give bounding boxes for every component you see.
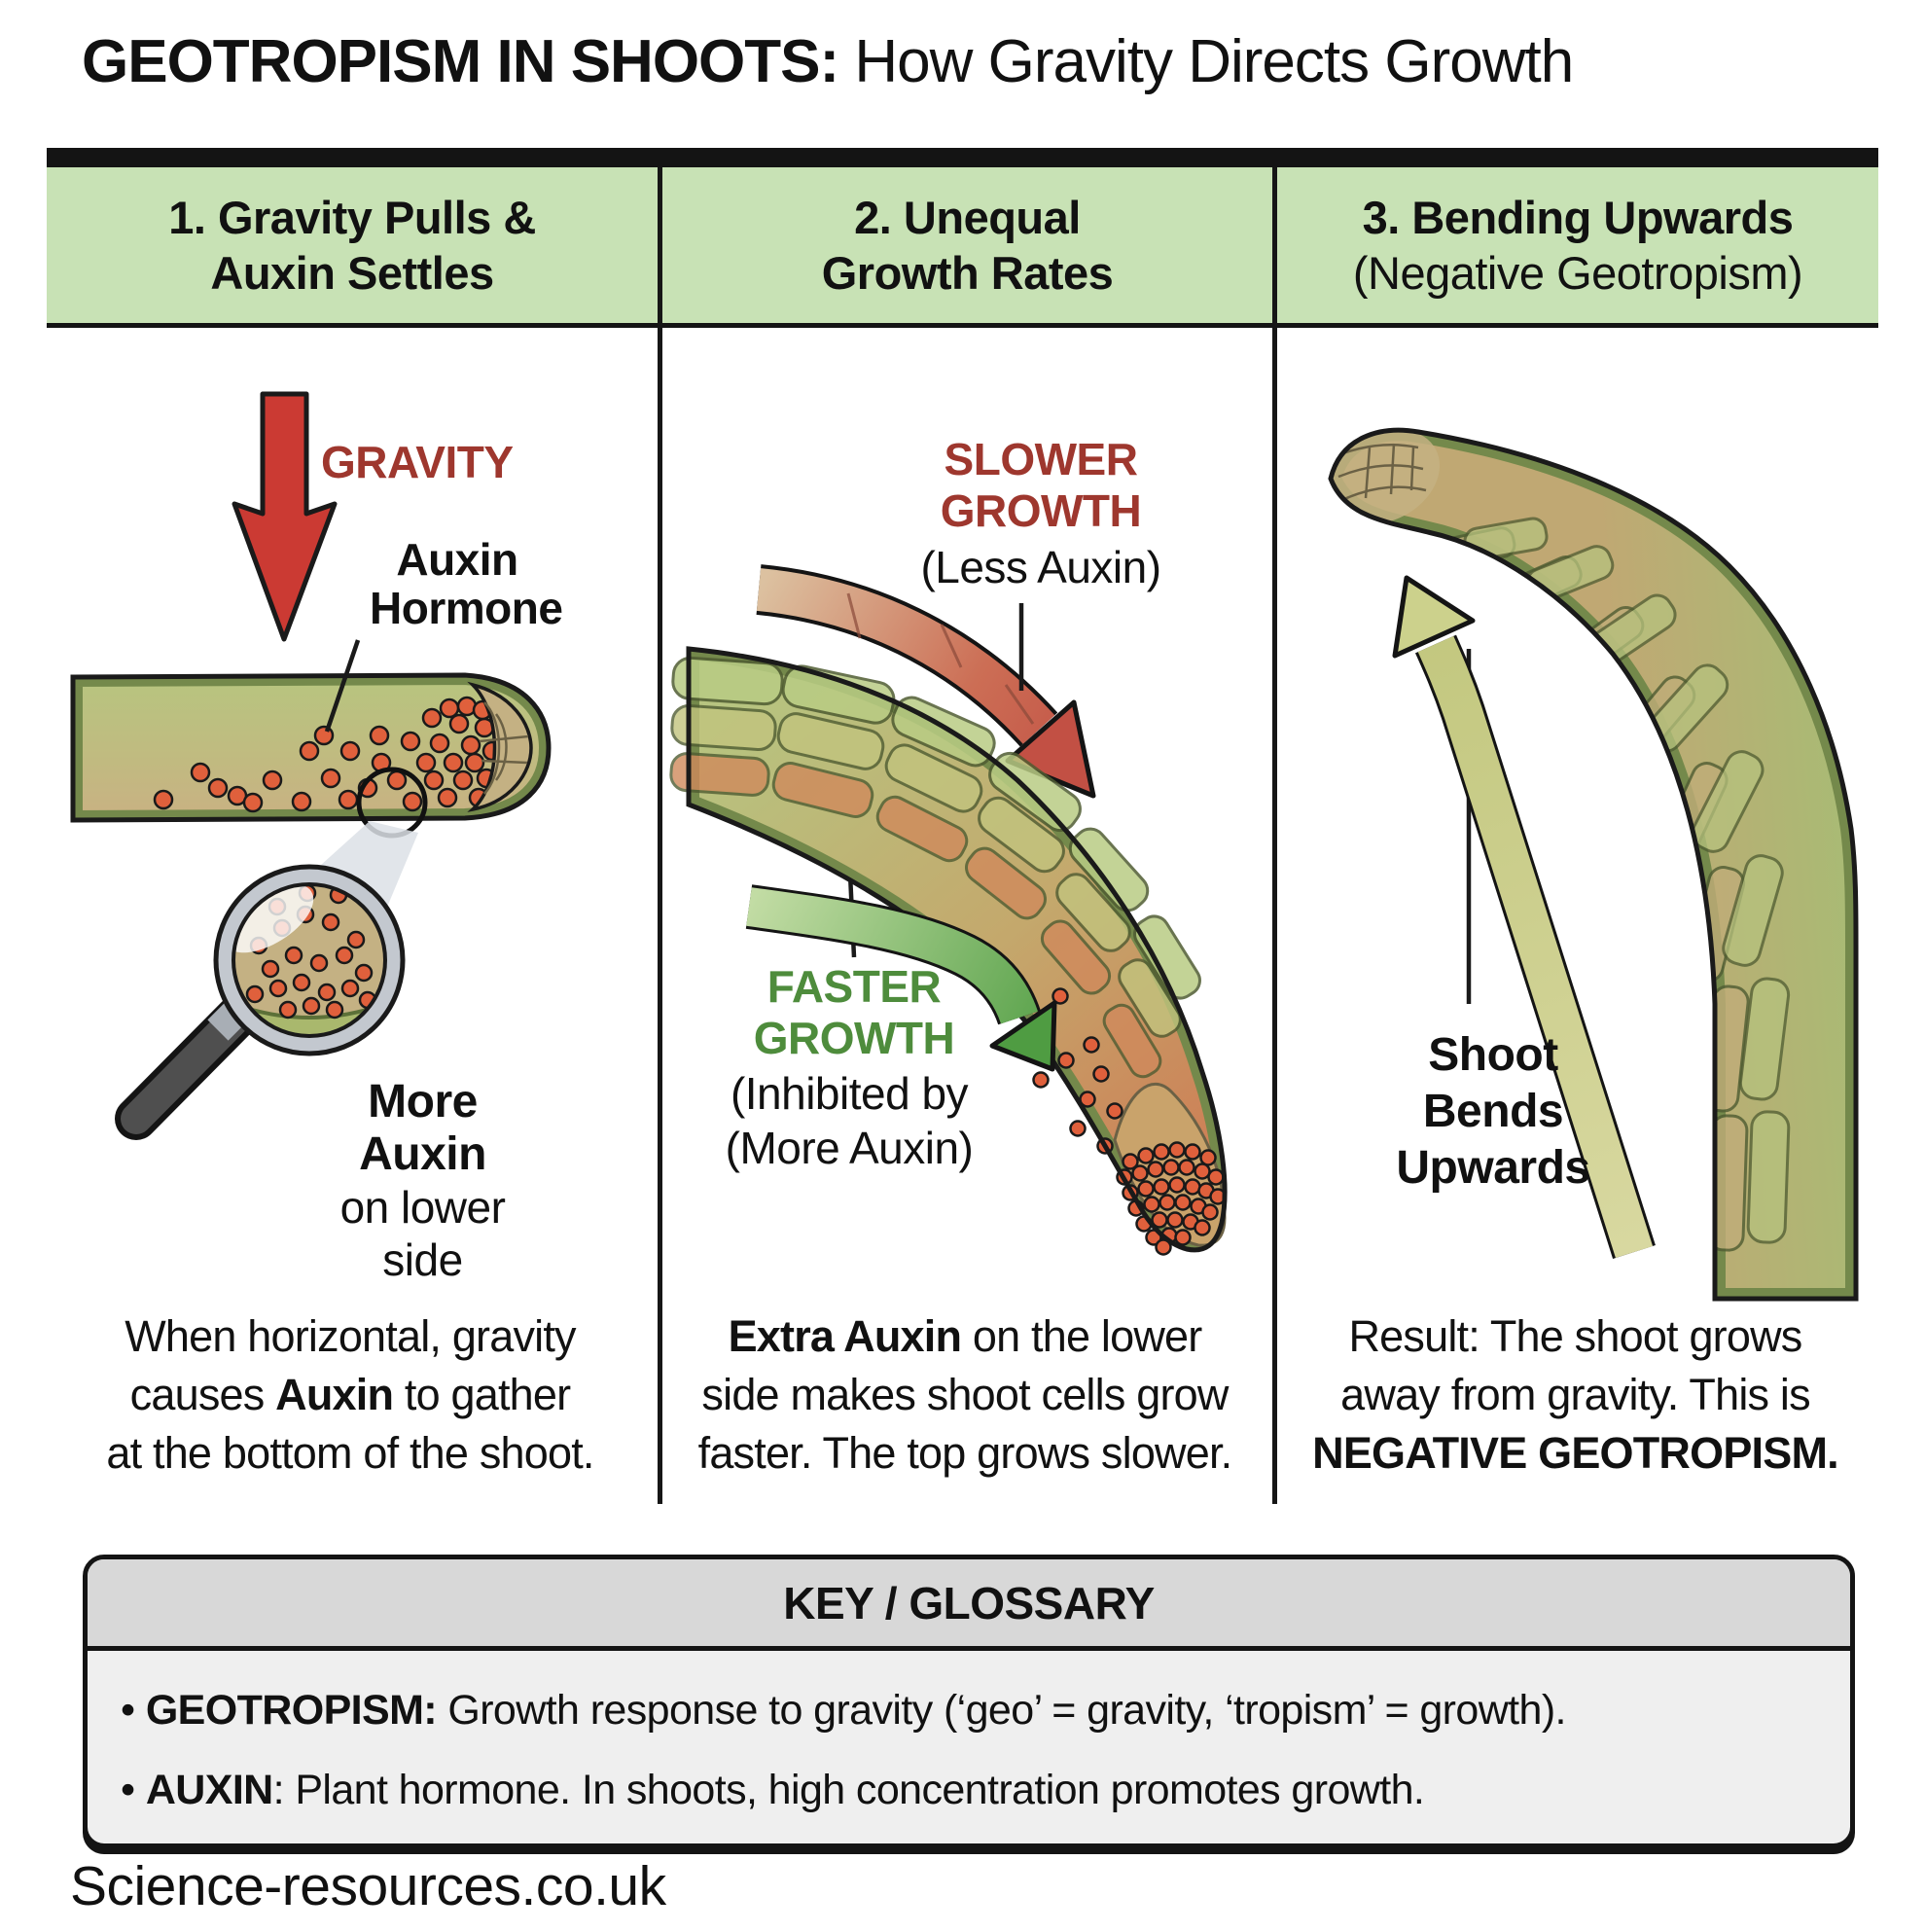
gravity-label: GRAVITY — [321, 437, 514, 487]
header-step-3-line1: 3. Bending Upwards — [1362, 192, 1794, 243]
slower-growth-label — [914, 434, 1167, 537]
inhibited-line1: (Inhibited by — [730, 1068, 969, 1119]
caption1-line2 — [51, 1366, 650, 1424]
header-step-2-line2: Growth Rates — [821, 247, 1114, 299]
shoot-horizontal-illustration — [73, 675, 549, 820]
glossary-item-auxin — [121, 1750, 1817, 1830]
header-step-2 — [662, 167, 1272, 323]
auxin-hormone-line2: Hormone — [370, 583, 563, 633]
caption2-line3: faster. The top grows slower. — [697, 1428, 1232, 1478]
inhibited-line2: (More Auxin) — [725, 1123, 974, 1173]
glossary-term-auxin: AUXIN — [145, 1767, 273, 1813]
more-auxin-label — [303, 1076, 542, 1286]
inhibited-label — [713, 1066, 985, 1175]
page-title-regular: How Gravity Directs Growth — [838, 28, 1574, 95]
faster-line2: GROWTH — [753, 1013, 955, 1063]
caption1-line3: at the bottom of the shoot. — [106, 1428, 594, 1478]
more-auxin-rest: on lower side — [339, 1182, 506, 1285]
caption2-line1-post: on the lower — [961, 1311, 1202, 1361]
header-step-3-line2: (Negative Geotropism) — [1352, 247, 1803, 299]
header-step-1-line1: 1. Gravity Pulls & — [168, 192, 536, 243]
caption1-line2-pre: causes — [129, 1370, 276, 1419]
shoot-bends-line2: Upwards — [1396, 1142, 1590, 1194]
caption2-line2: side makes shoot cells grow — [701, 1370, 1229, 1419]
more-auxin-bold: More Auxin — [359, 1076, 486, 1180]
top-black-bar — [47, 148, 1878, 167]
source-watermark: Science-resources.co.uk — [70, 1855, 666, 1917]
caption-step-1 — [51, 1307, 650, 1483]
slower-line2: GROWTH — [940, 485, 1142, 536]
key-glossary-box — [83, 1555, 1855, 1848]
glossary-item-geotropism — [121, 1670, 1817, 1750]
header-step-1 — [47, 167, 658, 323]
faster-growth-label — [728, 961, 980, 1064]
auxin-hormone-label — [370, 534, 563, 633]
faster-line1: FASTER — [766, 961, 942, 1012]
header-step-2-line1: 2. Unequal — [854, 192, 1081, 243]
caption3-line1: Result: The shoot grows — [1348, 1311, 1802, 1361]
caption1-line2-bold: Auxin — [275, 1370, 394, 1419]
caption1-line1: When horizontal, gravity — [125, 1311, 576, 1361]
shoot-bends-line1: Shoot Bends — [1422, 1029, 1564, 1137]
glossary-body — [88, 1651, 1850, 1830]
caption-step-3 — [1280, 1307, 1871, 1483]
header-step-3 — [1277, 167, 1878, 323]
glossary-def-geotropism: Growth response to gravity (‘geo’ = gravity, ‘tropism’ = growth). — [437, 1687, 1566, 1734]
caption3-line3: NEGATIVE GEOTROPISM. — [1312, 1428, 1838, 1478]
slower-line1: SLOWER — [944, 434, 1138, 484]
shoot-bends-label — [1357, 1027, 1629, 1197]
caption2-line1-bold: Extra Auxin — [728, 1311, 962, 1361]
page-title-bold: GEOTROPISM IN SHOOTS: — [82, 28, 839, 95]
caption2-line1 — [665, 1307, 1265, 1366]
gravity-arrow-icon — [234, 394, 335, 639]
less-auxin-label: (Less Auxin) — [920, 542, 1161, 592]
bullet-icon: • — [121, 1687, 135, 1734]
page-title — [82, 27, 1573, 96]
auxin-hormone-line1: Auxin — [396, 534, 518, 585]
caption-step-2 — [665, 1307, 1265, 1483]
bullet-icon: • — [121, 1767, 135, 1813]
caption1-line2-post: to gather — [393, 1370, 571, 1419]
glossary-title: KEY / GLOSSARY — [88, 1559, 1850, 1651]
caption3-line2: away from gravity. This is — [1340, 1370, 1810, 1419]
glossary-def-auxin: : Plant hormone. In shoots, high concentration promotes growth. — [272, 1767, 1425, 1813]
header-step-1-line2: Auxin Settles — [210, 247, 494, 299]
glossary-term-geotropism: GEOTROPISM: — [145, 1687, 438, 1734]
